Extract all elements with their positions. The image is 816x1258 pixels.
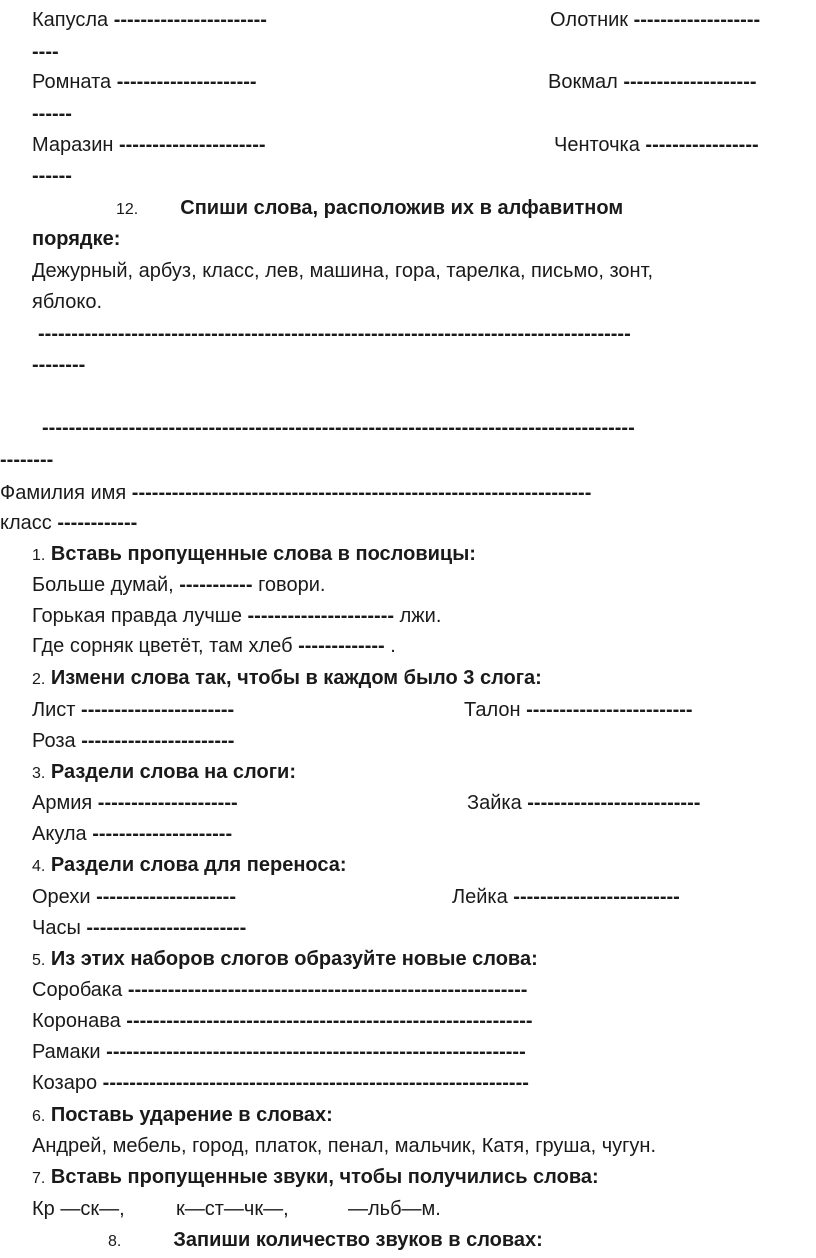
word-line: Лейка ------------------------- (452, 886, 680, 908)
pair-right: Ченточка ----------------- (554, 134, 759, 156)
word-line: Акула --------------------- (32, 823, 233, 845)
task12-words-cont: яблоко. (32, 291, 103, 313)
task12-words: Дежурный, арбуз, класс, лев, машина, гора, тарелка, письмо, зонт, (32, 260, 654, 282)
pair-wrap: ------ (32, 165, 72, 187)
syllable-line: Коронава ------------------------------------------------------------- (32, 1010, 533, 1032)
task1-heading: 1. Вставь пропущенные слова в пословицы: (32, 543, 476, 565)
task7-item: —льб—м. (348, 1198, 441, 1220)
word-line: Лист ----------------------- (32, 699, 235, 721)
task7-item: к—ст—чк—, (176, 1198, 289, 1220)
word-line: Часы ------------------------ (32, 917, 247, 939)
task6-words: Андрей, мебель, город, платок, пенал, мальчик, Катя, груша, чугун. (32, 1135, 657, 1157)
proverb-line: Горькая правда лучше ---------------------- лжи. (32, 605, 442, 627)
proverb-line: Больше думай, ----------- говори. (32, 574, 326, 596)
class-field: класс ------------ (0, 512, 138, 534)
task6-heading: 6. Поставь ударение в словах: (32, 1104, 333, 1126)
word-line: Роза ----------------------- (32, 730, 235, 752)
task12-heading-cont: порядке: (32, 228, 121, 250)
pair-wrap: ------ (32, 103, 72, 125)
answer-line: ----------------------------------------------------------------------------------------- (42, 417, 635, 439)
task8-heading: 8. Запиши количество звуков в словах: (108, 1229, 543, 1251)
syllable-line: Рамаки --------------------------------------------------------------- (32, 1041, 526, 1063)
name-field: Фамилия имя --------------------------------------------------------------------- (0, 482, 592, 504)
word-line: Зайка -------------------------- (467, 792, 701, 814)
task4-heading: 4. Раздели слова для переноса: (32, 854, 347, 876)
task2-heading: 2. Измени слова так, чтобы в каждом было 3 слога: (32, 667, 542, 689)
answer-line-wrap: -------- (0, 449, 54, 471)
word-line: Талон ------------------------- (464, 699, 693, 721)
pair-left: Маразин ---------------------- (32, 134, 266, 156)
task7-heading: 7. Вставь пропущенные звуки, чтобы получились слова: (32, 1166, 599, 1188)
task5-heading: 5. Из этих наборов слогов образуйте новые слова: (32, 948, 538, 970)
answer-line-wrap: -------- (32, 354, 86, 376)
syllable-line: Козаро ---------------------------------------------------------------- (32, 1072, 529, 1094)
pair-right: Вокмал -------------------- (548, 71, 757, 93)
task12-heading: 12. Спиши слова, расположив их в алфавитном (116, 197, 624, 219)
pair-right: Олотник ------------------- (550, 9, 761, 31)
answer-line: ----------------------------------------------------------------------------------------- (38, 323, 631, 345)
word-line: Орехи --------------------- (32, 886, 236, 908)
pair-left: Ромната --------------------- (32, 71, 257, 93)
pair-left: Капусла ----------------------- (32, 9, 267, 31)
proverb-line: Где сорняк цветёт, там хлеб ------------- . (32, 635, 396, 657)
pair-wrap: ---- (32, 41, 59, 63)
word-line: Армия --------------------- (32, 792, 238, 814)
task7-item: Кр —ск—, (32, 1198, 125, 1220)
task3-heading: 3. Раздели слова на слоги: (32, 761, 296, 783)
syllable-line: Соробака ------------------------------------------------------------ (32, 979, 528, 1001)
